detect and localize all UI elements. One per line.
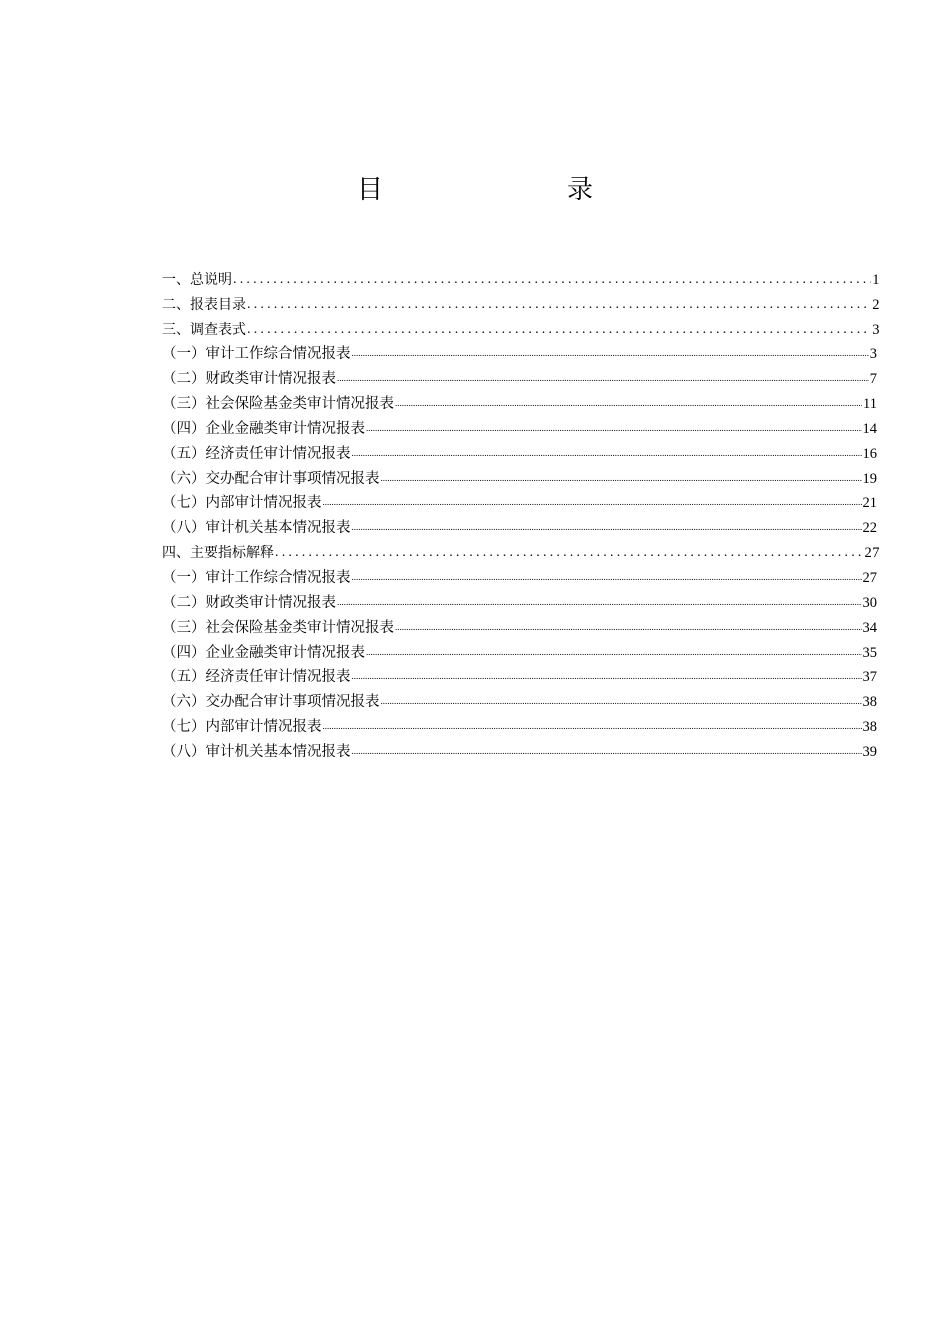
toc-dot-leader xyxy=(323,716,862,736)
toc-dot-leader xyxy=(323,492,862,512)
toc-subsection-entry[interactable] xyxy=(162,712,880,737)
toc-entry-title: （八）审计机关基本情况报表 xyxy=(162,743,351,760)
toc-page-number: 37 xyxy=(862,669,877,686)
toc-subsection-entry[interactable] xyxy=(162,737,880,762)
toc-page-number: 7 xyxy=(869,371,877,388)
toc-entry-title: （四）企业金融类审计情况报表 xyxy=(162,644,365,661)
toc-page-number: 34 xyxy=(862,619,877,636)
toc-dot-leader xyxy=(233,270,871,290)
toc-page-number: 27 xyxy=(862,569,877,586)
toc-entry-title: （一）审计工作综合情况报表 xyxy=(162,569,351,586)
toc-entry-title: 一、总说明 xyxy=(162,271,232,288)
toc-dot-leader xyxy=(247,320,871,340)
toc-subsection-entry[interactable] xyxy=(162,364,880,389)
toc-dot-leader xyxy=(366,642,862,662)
toc-dot-leader xyxy=(352,343,869,363)
toc-dot-leader xyxy=(395,393,862,413)
toc-subsection-entry[interactable] xyxy=(162,687,880,712)
toc-page-number: 1 xyxy=(872,271,880,288)
toc-dot-leader xyxy=(352,666,862,686)
toc-entry-title: 三、调查表式 xyxy=(162,321,246,338)
toc-dot-leader xyxy=(337,592,862,612)
toc-subsection-entry[interactable] xyxy=(162,439,880,464)
toc-dot-leader xyxy=(381,468,862,488)
toc-subsection-entry[interactable] xyxy=(162,489,880,514)
toc-page-number: 21 xyxy=(862,495,877,512)
toc-subsection-entry[interactable] xyxy=(162,563,880,588)
toc-section-entry[interactable] xyxy=(162,538,880,563)
toc-page-number: 11 xyxy=(863,396,877,413)
toc-dot-leader xyxy=(352,567,862,587)
toc-dot-leader xyxy=(366,418,862,438)
toc-dot-leader xyxy=(381,691,862,711)
toc-dot-leader xyxy=(395,617,862,637)
toc-dot-leader xyxy=(352,741,862,761)
toc-entry-title: 二、报表目录 xyxy=(162,296,246,313)
toc-dot-leader xyxy=(275,543,864,563)
toc-dot-leader xyxy=(352,443,862,463)
toc-subsection-entry[interactable] xyxy=(162,588,880,613)
toc-entry-title: （七）内部审计情况报表 xyxy=(162,495,322,512)
toc-dot-leader xyxy=(247,295,871,315)
toc-dot-leader xyxy=(337,368,869,388)
toc-dot-leader xyxy=(352,517,862,537)
toc-entry-title: （一）审计工作综合情况报表 xyxy=(162,346,351,363)
page-title: 目 录 xyxy=(356,175,637,205)
toc-subsection-entry[interactable] xyxy=(162,613,880,638)
toc-page-number: 30 xyxy=(862,594,877,611)
toc-subsection-entry[interactable] xyxy=(162,638,880,663)
toc-section-entry[interactable] xyxy=(162,265,880,290)
toc-page-number: 38 xyxy=(862,719,877,736)
toc-subsection-entry[interactable] xyxy=(162,340,880,365)
toc-entry-title: （七）内部审计情况报表 xyxy=(162,719,322,736)
toc-page-number: 35 xyxy=(862,644,877,661)
toc-entry-title: 四、主要指标解释 xyxy=(162,545,274,562)
toc-entry-title: （二）财政类审计情况报表 xyxy=(162,371,336,388)
toc-entry-title: （五）经济责任审计情况报表 xyxy=(162,445,351,462)
toc-page-number: 14 xyxy=(862,420,877,437)
toc-section-entry[interactable] xyxy=(162,290,880,315)
toc-page-number: 3 xyxy=(872,321,880,338)
toc-entry-title: （二）财政类审计情况报表 xyxy=(162,594,336,611)
toc-entry-title: （六）交办配合审计事项情况报表 xyxy=(162,470,380,487)
toc-subsection-entry[interactable] xyxy=(162,389,880,414)
toc-subsection-entry[interactable] xyxy=(162,513,880,538)
toc-page-number: 19 xyxy=(862,470,877,487)
toc-section-entry[interactable] xyxy=(162,315,880,340)
toc-subsection-entry[interactable] xyxy=(162,464,880,489)
toc-page-number: 16 xyxy=(862,445,877,462)
toc-subsection-entry[interactable] xyxy=(162,663,880,688)
toc-page-number: 2 xyxy=(872,296,880,313)
toc-page-number: 39 xyxy=(862,743,877,760)
toc-subsection-entry[interactable] xyxy=(162,414,880,439)
toc-entry-title: （八）审计机关基本情况报表 xyxy=(162,520,351,537)
toc-page-number: 3 xyxy=(869,346,877,363)
toc-entry-title: （四）企业金融类审计情况报表 xyxy=(162,420,365,437)
toc-entry-title: （五）经济责任审计情况报表 xyxy=(162,669,351,686)
toc-page-number: 27 xyxy=(864,545,880,562)
toc-entry-title: （三）社会保险基金类审计情况报表 xyxy=(162,619,394,636)
toc-entry-title: （三）社会保险基金类审计情况报表 xyxy=(162,396,394,413)
table-of-contents xyxy=(162,265,880,762)
toc-page-number: 38 xyxy=(862,694,877,711)
toc-page-number: 22 xyxy=(862,520,877,537)
toc-entry-title: （六）交办配合审计事项情况报表 xyxy=(162,694,380,711)
